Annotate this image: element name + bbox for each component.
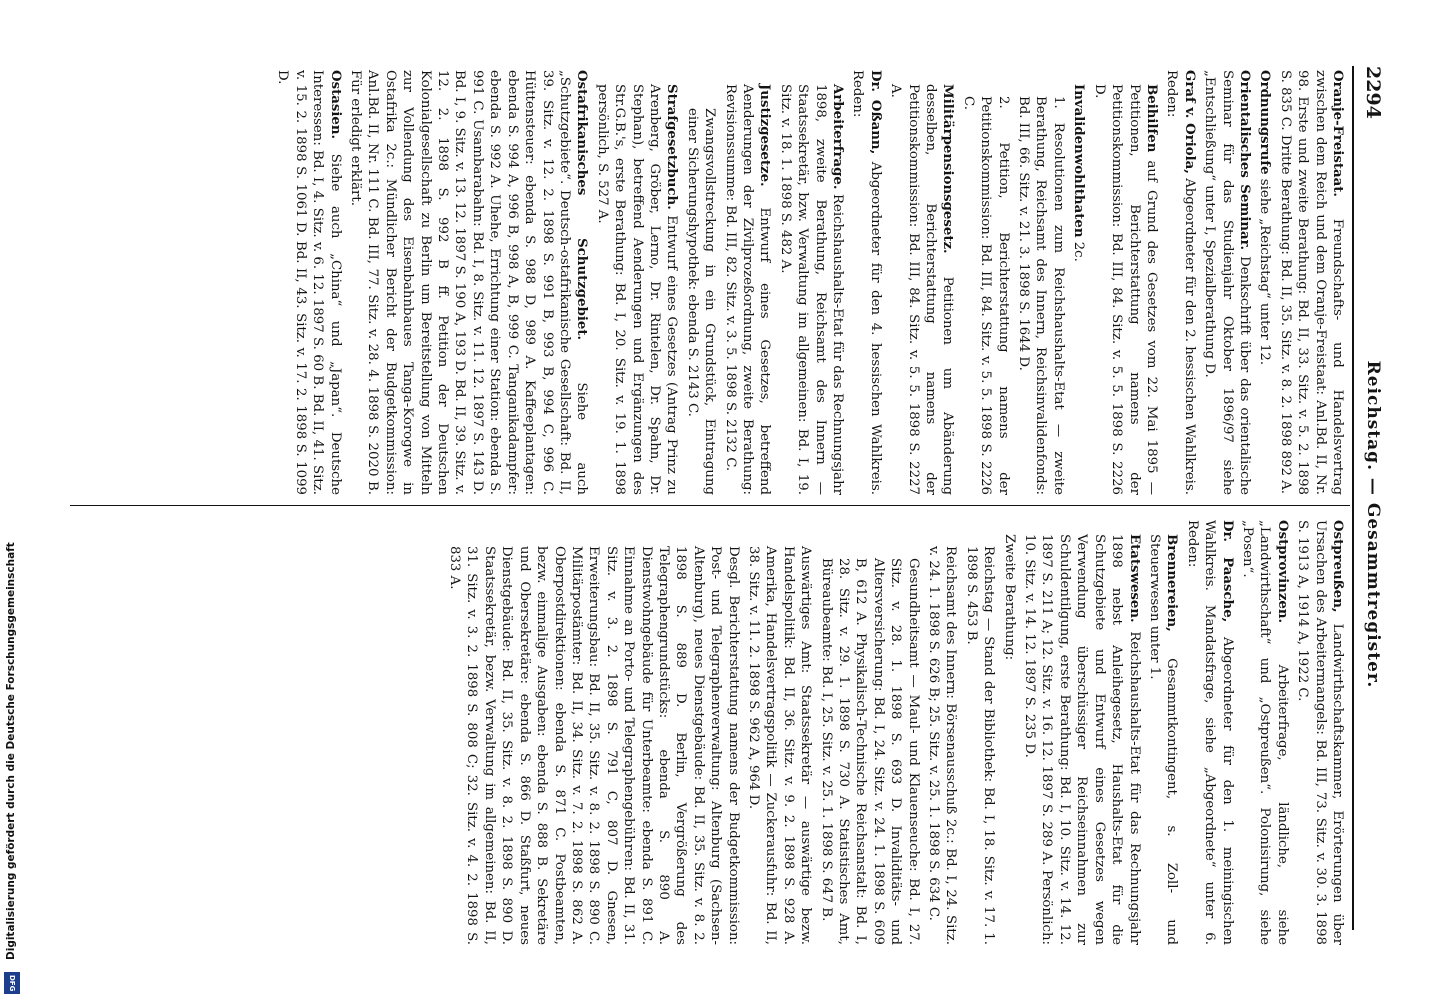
footer	[1, 0, 25, 1000]
index-entry	[347, 70, 591, 495]
entry-text: Zwangsvollstreckung in ein Grundstück, Eintragung einer Sicherungshypothek: ebenda S. 2143 C.	[684, 108, 718, 495]
entry-keyword: Orientalisches Seminar.	[1236, 70, 1252, 251]
entry-text: Reichshaushalts-Etat für das Rechnungsjahr 1898 nebst Anleihegesetz, Haushalts-Etat für die Schutzgebiete und Entwurf eines Gesetzes wegen Verwendung überschüssiger Reichseinnahmen zur Schuldentilgung, erste Berathung: Bd. I, 10. Sitz. v. 14. 12. 1897 S. 211 A; 12. Sitz. v. 16. 12. 1897 S. 289 A. Persönlich: 10. Sitz. v. 14. 12. 1897 S. 235 D.	[1022, 534, 1142, 945]
index-entry	[1256, 70, 1273, 495]
index-entry	[1000, 520, 1017, 945]
entry-text: Auswärtiges Amt: Staatssekretär — auswärtige bezw. Handelspolitik: Bd. II, 36. Sitz. v. 9. 2. 1898 S. 928 A. Amerika, Handelsvertragspolitik — Zuckerausfuhr: Bd. II, 38. Sitz. v. 11. 2. 1898 S. 962 A, 964 D.	[746, 546, 814, 945]
running-head	[1360, 66, 1386, 930]
entry-keyword: Ostprovinzen.	[1274, 520, 1290, 624]
index-entry	[1201, 70, 1253, 495]
index-entry	[1163, 70, 1198, 495]
entry-text: Entwurf eines Gesetzes, betreffend Aenderungen der Zivilprozeßordnung, zweite Berathung: Revisionssumme: Bd. III, 82. Sitz. v. 3. 5. 1898 S. 2132 C.	[722, 84, 773, 495]
index-entry	[1294, 520, 1346, 945]
running-title: Reichstag. — Gesammtregister.	[1363, 360, 1383, 689]
index-entry	[887, 70, 957, 495]
header-rule	[1352, 66, 1354, 930]
entry-keyword: Etatswesen.	[1126, 534, 1142, 623]
entry-keyword: Oranje-Freistaat.	[1330, 70, 1345, 198]
index-entry	[446, 520, 742, 945]
index-entry	[593, 70, 680, 495]
entry-text: Gesundheitsamt — Maul- und Klauenseuche: Bd. I, 27. Sitz. v. 28. 1. 1898 S. 693 D. Invaliditäts- und Altersversicherung: Bd. I, 24. Sitz. v. 24. 1. 1898 S. 609 B, 612 A. Physikalisch-Technische Reichsanstalt: Bd. I, 28. Sitz. v. 29. 1. 1898 S. 730 A. Statistisches Amt, Büreaubeamte: Bd. I, 25. Sitz. v. 25. 1. 1898 S. 647 B.	[818, 558, 921, 945]
index-entry	[959, 70, 1011, 495]
entry-text: Freundschafts- und Handelsvertrag zwischen dem Reich und dem Oranje-Freistaat: Anl.Bd. II, Nr. 98. Erste und zweite Berathung: Bd. II, 33. Sitz. v. 5. 2. 1898 S. 835 C. Dritte Berathung: Bd. II, 35. Sitz. v. 8. 2. 1898 892 A.	[1277, 70, 1345, 495]
entry-text: auf Grund des Gesetzes vom 22. Mai 1895 — Petitionen, Berichterstattung namens der Petitionskommission: Bd. III, 84. Sitz. v. 5. 5. 1898 S. 2226 D.	[1091, 84, 1159, 495]
entry-keyword: Arbeiterfrage.	[830, 84, 846, 190]
entry-text: Abgeordneter für den 1. meiningischen Wahlkreis. Mandatsfrage, siehe „Abgeordnete“ unter 6. Reden:	[1184, 520, 1235, 945]
index-entry	[962, 520, 997, 945]
entry-text: Abgeordneter für den 2. hessischen Wahlkreis. Reden:	[1164, 70, 1197, 495]
entry-text: Abgeordneter für den 4. hessischen Wahlkreis. Reden:	[850, 70, 883, 495]
entry-text: Siehe auch „Schutzgebiete“. Deutsch-ostafrikanische Gesellschaft: Bd. II, 39. Sitz. v. 12. 2. 1898 S. 991 B, 993 B, 994 C, 996 C. Hüttensteuer: ebenda S. 988 D, 989 A. Kaffeeplantagen: ebenda S. 994 A, 996 B, 998 A, B, 999 C. Tanganikadampfer: ebenda S. 992 A. Uhehe, Errichtung einer Station: ebenda S. 991 C. Usambarabahn: Bd. I, 8. Sitz. v. 11. 12. 1897 S. 143 D. Bd. I, 9. Sitz. v. 13. 12. 1897 S. 190 A, 193 D. Bd. II, 39. Sitz. v. 12. 2. 1898 S. 992 B ff. Petition der Deutschen Kolonialgesellschaft zu Berlin um Bereitstellung von Mitteln zur Vollendung des Eisenbahnbaues Tanga-Korogwe in Ostafrika 2c.: Mündlicher Bericht der Budgetkommission: Anl.Bd. II, Nr. 111 C. Bd. III, 77. Sitz. v. 28. 4. 1898 S. 2020 B. Für erledigt erklärt.	[348, 70, 590, 495]
entry-text: Siehe auch „China“ und „Japan“. Deutsche Interessen: Bd. I, 4. Sitz. v. 6. 12. 1897 S. 60 B. Bd. II, 41. Sitz. v. 15. 2. 1898 S. 1061 D. Bd. II, 43. Sitz. v. 17. 2. 1898 S. 1099 D.	[275, 70, 343, 495]
index-entry	[849, 70, 884, 495]
entry-text: siehe „Reichstag“ unter 12.	[1257, 174, 1273, 366]
index-entry	[274, 70, 344, 495]
entry-text: Arbeiterfrage, ländliche, siehe „Landwirthschaft“ und „Ostpreußen“. Polonisirung, siehe „Posen“.	[1239, 520, 1290, 945]
index-entry	[1239, 520, 1291, 945]
entry-keyword: Invalidenwohlthaten	[1071, 84, 1087, 238]
index-entry	[1146, 520, 1181, 945]
entry-keyword: Ordnungsrufe	[1257, 70, 1273, 175]
index-entry	[1276, 70, 1346, 495]
index-entry	[1183, 520, 1235, 945]
entry-text: 2. Petition, Berichterstattung namens der Petitionskommission: Bd. III, 84. Sitz. v. 5. 5. 1898 S. 2226 C.	[960, 96, 1011, 495]
entry-keyword: Ostasien.	[327, 70, 343, 140]
entry-text: Reichstag — Stand der Bibliothek: Bd. I, 18. Sitz. v. 17. 1. 1898 S. 453 B.	[963, 546, 997, 945]
entry-text: Desgl. Berichterstattung namens der Budgetkommission: Post- und Telegraphenverwaltung: Altenburg (Sachsen-Altenburg), neues Dienstgebäude: Bd. II, 35. Sitz. v. 8. 2. 1898 S. 889 D. Berlin, Vergrößerung des Telegraphengrundstücks: ebenda S. 890 A. Dienstwohngebäude für Unterbeamte: ebenda S. 891 C. Einnahme an Porto- und Telegraphengebühren: Bd. II, 31. Sitz. v. 3. 2. 1898 S. 791 C, 807 D. Gnesen, Erweiterungsbau: Bd. II, 35. Sitz. v. 8. 2. 1898 S. 890 C. Militärpostämter: Bd. II, 34. Sitz. v. 7. 2. 1898 S. 862 A. Oberpostdirektionen: ebenda S. 871 C. Postbeamten, bezw. einmalige Ausgaben: ebenda S. 888 B. Sekretäre und Obersekretäre: ebenda S. 866 D. Staßfurt, neues Dienstgebäude: Bd. II, 35. Sitz. v. 8. 2. 1898 S. 890 D. Staatssekretär, bezw. Verwaltung im allgemeinen: Bd. II, 31. Sitz. v. 3. 2. 1898 S. 808 C; 32. Sitz. v. 4. 2. 1898 S. 833 A.	[447, 546, 741, 945]
index-entry	[1090, 70, 1160, 495]
digitization-credit: Digitalisierung gefördert durch die Deutsche Forschungsgemeinschaft	[5, 542, 17, 960]
index-entry	[1070, 70, 1087, 495]
entry-keyword: Ostafrikanisches Schutzgebiet.	[574, 70, 590, 341]
entry-text: 1. Resolutionen zum Reichshaushalts-Etat — zweite Berathung, Reichsamt des Innern, Reichsinvalidenfonds: Bd. III, 66. Sitz. v. 21. 3. 1898 S. 1644 D.	[1016, 96, 1066, 495]
index-entry	[1021, 520, 1143, 945]
index-entry	[776, 70, 846, 495]
index-entry	[1015, 70, 1067, 495]
entry-text: Reichsamt des Innern: Börsenausschuß 2c.: Bd. I, 24. Sitz. v. 24. 1. 1898 S. 626 B; 25. Sitz. v. 25. 1. 1898 S. 634 C.	[926, 546, 959, 945]
index-entry	[683, 70, 718, 495]
entry-text: Denkschrift über das orientalische Seminar für das Studienjahr Oktober 1896/97 siehe „Entschließung“ unter I, Spezialberathung D.	[1202, 70, 1252, 495]
index-entry	[925, 520, 960, 945]
dfg-logo: DFG	[4, 972, 20, 994]
index-entry	[745, 520, 815, 945]
entry-text: Petitionen um Abänderung desselben, Berichterstattung namens der Petitionskommission: Bd. III, 84. Sitz. v. 5. 5. 1898 S. 2227 A.	[888, 84, 956, 495]
entry-keyword: Justizgesetze.	[757, 84, 773, 187]
column-divider	[70, 505, 1350, 506]
entry-text: Entwurf eines Gesetzes (Antrag Prinz zu Arenberg, Gröber, Lerno, Dr. Rintelen, Dr. Spahn, Dr. Stephan), betreffend Aenderungen und Ergänzungen des Str.G.B.'s, erste Berathung: Bd. I, 20. Sitz. v. 19. 1. 1898 persönlich, S. 527 A.	[594, 84, 680, 495]
entry-text: 2c.	[1071, 237, 1087, 262]
entry-keyword: Militärpensionsgesetz.	[940, 84, 956, 254]
entry-keyword: Graf v. Oriola,	[1181, 70, 1197, 174]
left-column	[271, 70, 1346, 495]
entry-text: Reichshaushalts-Etat für das Rechnungsjahr 1898, zweite Berathung, Reichsamt des Innern — Staatssekretär, bzw. Verwaltung im allgemeinen: Bd. I, 19. Sitz. v. 18. 1. 1898 S. 482 A.	[777, 84, 846, 495]
index-entry	[817, 520, 921, 945]
entry-text: Landwirthschaftskammer, Erörterungen über Ursachen des Arbeitermangels: Bd. III, 73. Sitz. v. 30. 3. 1898 S. 1913 A, 1914 A, 1922 C.	[1295, 520, 1345, 945]
entry-keyword: Strafgesetzbuch.	[664, 84, 680, 210]
entry-keyword: Dr. Oßann,	[867, 70, 883, 155]
page-number: 2294	[1362, 66, 1384, 119]
right-column	[443, 520, 1346, 945]
index-entry	[721, 70, 773, 495]
entry-text: Gesammtkontingent, s. Zoll- und Steuerwesen unter 1.	[1146, 534, 1180, 945]
entry-keyword: Brennereien,	[1164, 534, 1180, 632]
entry-keyword: Beihilfen	[1143, 84, 1159, 153]
entry-keyword: Ostpreußen,	[1330, 520, 1345, 613]
entry-keyword: Dr. Paasche,	[1219, 520, 1235, 623]
entry-text: Zweite Berathung:	[1001, 534, 1017, 661]
